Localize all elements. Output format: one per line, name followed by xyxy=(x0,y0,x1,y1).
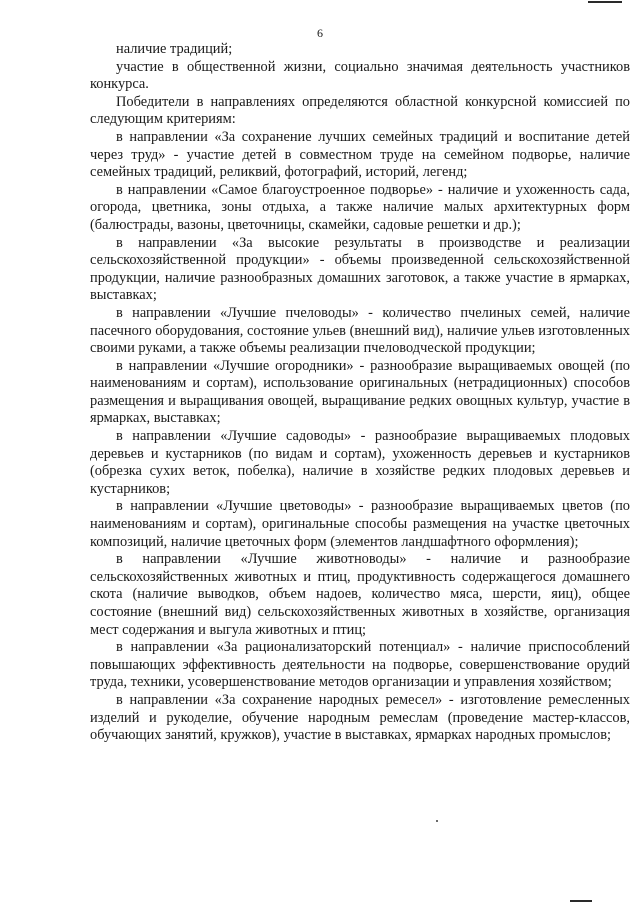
scan-artifact-mark xyxy=(588,1,622,3)
paragraph-folk-crafts: в направлении «За сохранение народных ремесел» - изготовление ремесленных изделий и рукоделие, обучение народным ремеслам (проведение мастер-классов, обучающих занятий, кружков), участие в выставках, ярмарках народных промыслов; xyxy=(90,691,630,744)
paragraph-beekeepers: в направлении «Лучшие пчеловоды» - количество пчелиных семей, наличие пасечного оборудования, состояние ульев (внешний вид), наличие ульев изготовленных своими руками, а также объемы реализации пчеловодческой продукции; xyxy=(90,304,630,357)
paragraph-traditions: наличие традиций; xyxy=(116,41,233,57)
paragraph-agri-production: в направлении «За высокие результаты в производстве и реализации сельскохозяйственной продукции» - объемы произведенной сельскохозяйственной продукции, наличие разнообразных домашних заготовок, а также участие в ярмарках, выставках; xyxy=(90,234,630,304)
paragraph-best-homestead: в направлении «Самое благоустроенное подворье» - наличие и ухоженность сада, огорода, цветника, зоны отдыха, а также наличие малых архитектурных форм (балюстрады, вазоны, цветочницы, скамейки, садовые решетки и др.); xyxy=(90,181,630,233)
document-body xyxy=(90,41,630,745)
scan-speck xyxy=(436,820,438,822)
paragraph-gardeners: в направлении «Лучшие садоводы» - разнообразие выращиваемых плодовых деревьев и кустарников (по видам и сортам), ухоженность деревьев и кустарников (обрезка сухих веток, побелка), наличие в хозяйстве редких плодовых деревьев и кустарников; xyxy=(90,428,630,497)
scan-artifact-mark xyxy=(570,900,592,902)
paragraph-livestock-breeders: в направлении «Лучшие животноводы» - наличие и разнообразие сельскохозяйственных животных и птиц, продуктивность содержащегося домашнего скота (наличие выводков, объем надоев, количество мяса, шерсти, яиц), общее состояние (внешний вид) сельскохозяйственных животных в хозяйстве, организация мест содержания и выгула животных и птиц; xyxy=(90,551,630,638)
paragraph-innovation: в направлении «За рационализаторский потенциал» - наличие приспособлений повышающих эффективность деятельности на подворье, совершенствование орудий труда, техники, усовершенствование методов организации и управления хозяйством; xyxy=(90,639,630,691)
page-number: 6 xyxy=(317,26,323,40)
paragraph-criteria-intro: Победители в направлениях определяются областной конкурсной комиссией по следующим критериям: xyxy=(90,93,630,128)
paragraph-family-traditions: в направлении «За сохранение лучших семейных традиций и воспитание детей через труд» - участие детей в совместном труде на семейном подворье, наличие семейных традиций, реликвий, фотографий, историй, легенд; xyxy=(90,128,630,181)
paragraph-florists: в направлении «Лучшие цветоводы» - разнообразие выращиваемых цветов (по наименованиям и сортам), оригинальные способы размещения на участке цветочных композиций, наличие цветочных форм (элементов ландшафтного оформления); xyxy=(90,498,630,550)
paragraph-vegetable-growers: в направлении «Лучшие огородники» - разнообразие выращиваемых овощей (по наименованиям и сортам), использование оригинальных (нетрадиционных) способов размещения и выращивания овощей, выращивание редких овощных культур, участие в ярмарках, выставках; xyxy=(90,357,630,427)
paragraph-public-life: участие в общественной жизни, социально значимая деятельность участников конкурса. xyxy=(90,58,630,93)
